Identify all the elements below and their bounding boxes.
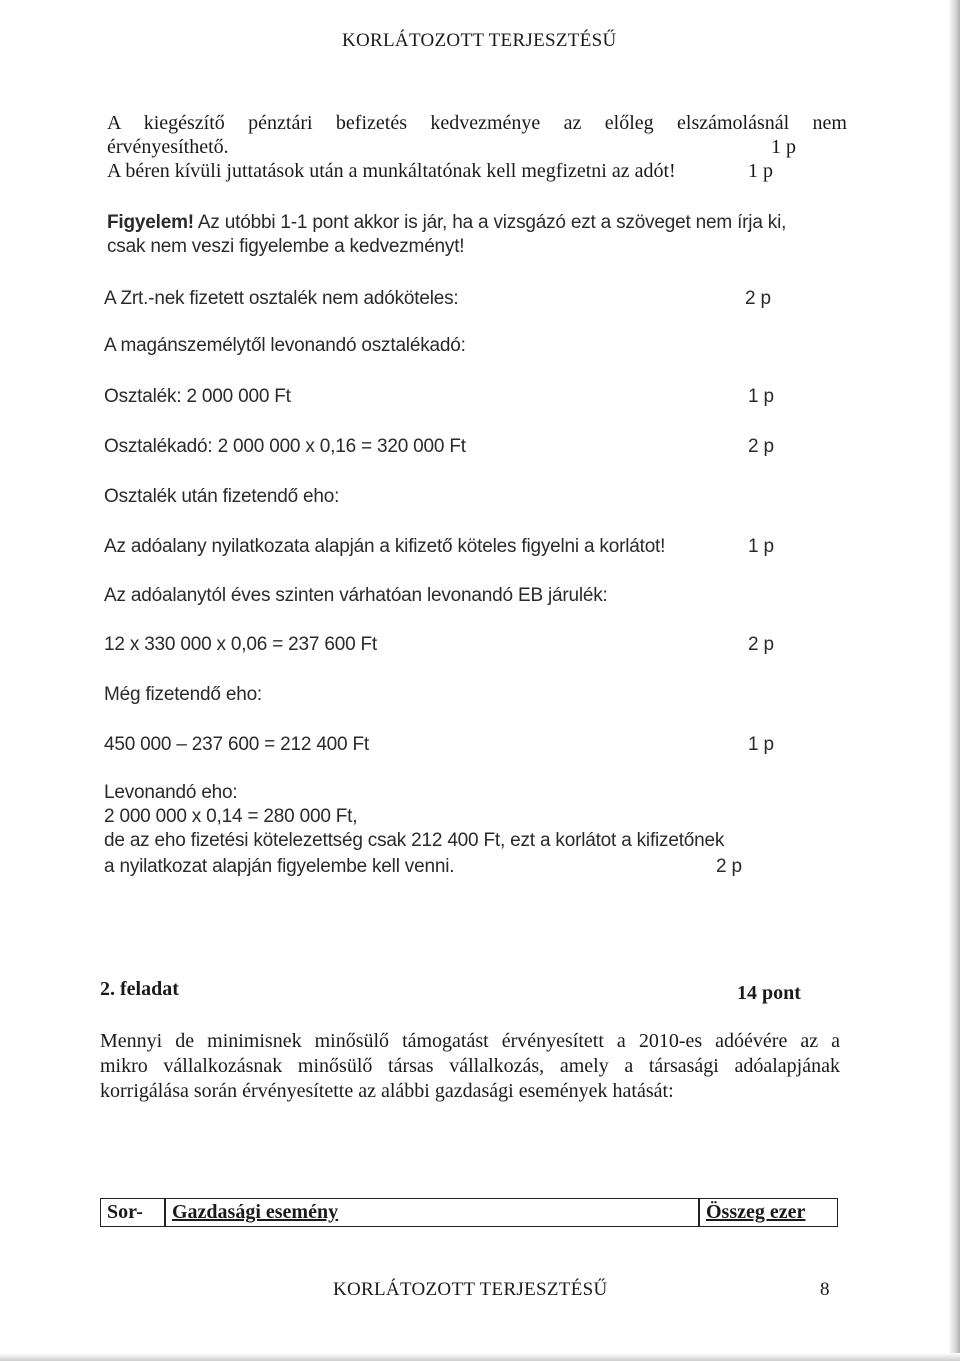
item-text: A magánszemélytől levonandó osztalékadó: — [104, 335, 466, 356]
page-number: 8 — [820, 1279, 830, 1300]
points-label: 2 p — [748, 634, 774, 655]
text-line: A kiegészítő pénztári befizetés kedvezménye az előleg elszámolásnál nem — [107, 112, 847, 134]
levonando-line: 2 000 000 x 0,14 = 280 000 Ft, — [104, 806, 358, 827]
item-text: 12 x 330 000 x 0,06 = 237 600 Ft — [104, 634, 378, 655]
table-header-cell: Sor- — [101, 1199, 166, 1227]
item-text: 450 000 – 237 600 = 212 400 Ft — [104, 734, 369, 755]
page-header: KORLÁTOZOTT TERJESZTÉSŰ — [342, 30, 617, 51]
levonando-line: a nyilatkozat alapján figyelembe kell venni. — [104, 856, 455, 877]
item-text: Osztalék után fizetendő eho: — [104, 486, 340, 507]
task-text-line: Mennyi de minimisnek minősülő támogatást érvényesített a 2010-es adóévére az a — [100, 1030, 840, 1052]
events-table — [100, 1198, 838, 1227]
warning-label: Figyelem! — [107, 212, 194, 233]
task-points: 14 pont — [737, 982, 801, 1004]
task-text-line: mikro vállalkozásnak minősülő társas vállalkozás, amely a társasági adóalapjának — [100, 1055, 840, 1077]
page-footer: KORLÁTOZOTT TERJESZTÉSŰ — [333, 1279, 608, 1300]
item-text: Osztalékadó: 2 000 000 x 0,16 = 320 000 Ft — [104, 436, 466, 457]
table-header-cell — [699, 1199, 838, 1227]
points-label: 1 p — [771, 136, 796, 158]
table-header-label: Összeg ezer — [706, 1200, 806, 1223]
levonando-line: de az eho fizetési kötelezettség csak 212 400 Ft, ezt a korlátot a kifizetőnek — [104, 830, 725, 851]
warning-line-2: csak nem veszi figyelembe a kedvezményt! — [107, 236, 465, 257]
item-text: A Zrt.-nek fizetett osztalék nem adóköteles: — [104, 288, 459, 309]
table-header-label: Gazdasági esemény — [172, 1200, 339, 1223]
table-header-cell — [165, 1199, 699, 1227]
table-header-row — [101, 1199, 838, 1227]
points-label: 2 p — [716, 856, 742, 877]
points-label: 1 p — [748, 734, 774, 755]
task-title: 2. feladat — [100, 978, 179, 1000]
item-text: Még fizetendő eho: — [104, 684, 263, 705]
item-text: Az adóalanytól éves szinten várhatóan levonandó EB járulék: — [104, 585, 608, 606]
points-label: 2 p — [748, 436, 774, 457]
points-label: 1 p — [748, 160, 773, 182]
item-text: Az adóalany nyilatkozata alapján a kifizető köteles figyelni a korlátot! — [104, 536, 666, 557]
task-text-line: korrigálása során érvényesítette az alábbi gazdasági események hatását: — [100, 1080, 674, 1102]
levonando-line: Levonandó eho: — [104, 782, 238, 803]
points-label: 2 p — [745, 288, 771, 309]
scan-bottom-shadow — [0, 1353, 960, 1361]
points-label: 1 p — [748, 536, 774, 557]
warning-text: Az utóbbi 1-1 pont akkor is jár, ha a vizsgázó ezt a szöveget nem írja ki, — [193, 212, 787, 233]
text-line: A béren kívüli juttatások után a munkáltatónak kell megfizetni az adót! — [107, 160, 676, 182]
text-line: érvényesíthető. — [107, 136, 229, 158]
scan-edge-shadow — [948, 0, 960, 1361]
points-label: 1 p — [748, 386, 774, 407]
item-text: Osztalék: 2 000 000 Ft — [104, 386, 291, 407]
warning-line — [107, 212, 786, 234]
